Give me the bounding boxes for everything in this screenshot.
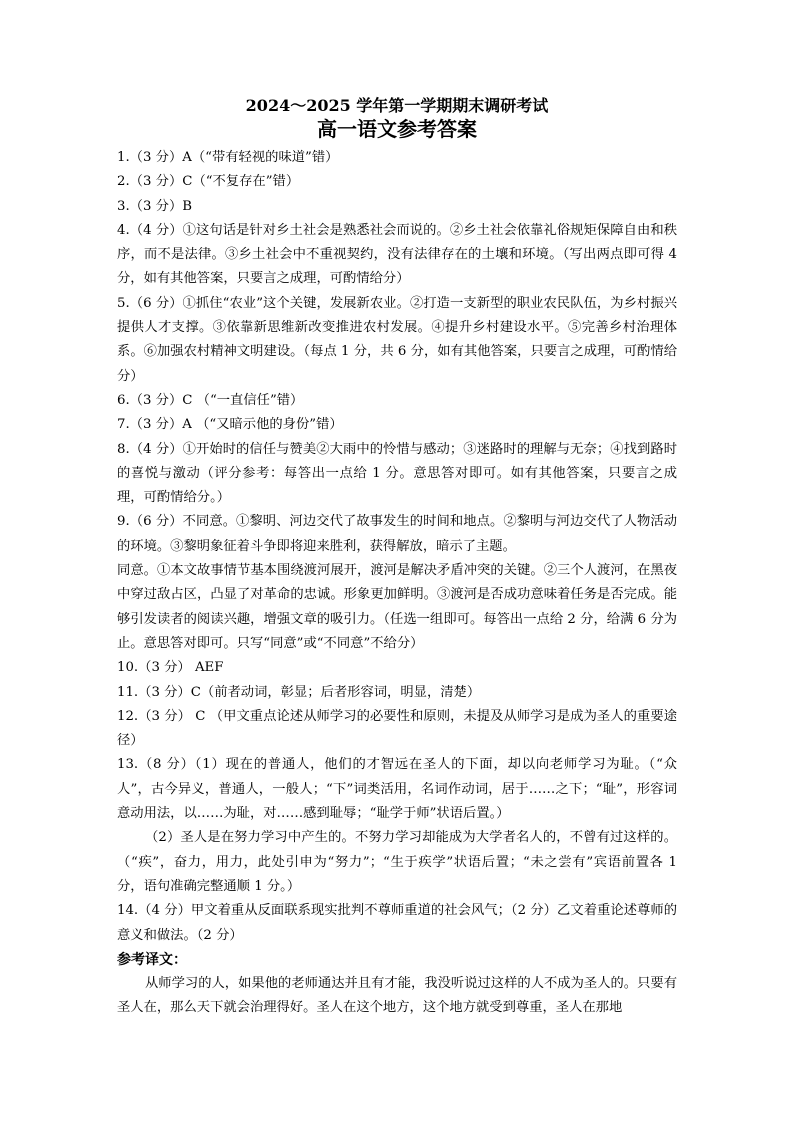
translation-text: 从师学习的人，如果他的老师通达并且有才能，我没听说过这样的人不成为圣人的。只要有圣人在，那么天下就会治理得好。圣人在这个地方，这个地方就受到尊重，圣人在那地: [117, 976, 677, 1016]
answer-5: 5.（6 分）①抓住“农业”这个关键，发展新农业。②打造一支新型的职业农民队伍，为乡村振兴提供人才支撑。③依靠新思维新改变推进农村发展。④提升乡村建设水平。⑤完善乡村治理体系。⑥加强农村精神文明建设。（每点 1 分，共 6 分，如有其他答案，只要言之成理，可酌情给分）: [117, 295, 677, 384]
answer-3: 3.（3 分）B: [117, 198, 193, 214]
answer-14: 14.（4 分）甲文着重从反面联系现实批判不尊师重道的社会风气；（2 分）乙文着重论述尊师的意义和做法。（2 分）: [117, 903, 677, 943]
exam-title: 2024～2025 学年第一学期期末调研考试: [245, 96, 549, 115]
answer-12: 12.（3 分） C （甲文重点论述从师学习的必要性和原则，未提及从师学习是成为圣人的重要途径）: [117, 708, 677, 749]
answer-8: 8.（4 分）①开始时的信任与赞美②大雨中的怜惜与感动；③迷路时的理解与无奈；④找到路时的喜悦与激动（评分参考：每答出一点给 1 分。意思答对即可。如有其他答案，只要言之成理，可酌情给分。）: [117, 441, 677, 506]
answer-7: 7.（3 分）A （“又暗示他的身份”错）: [117, 417, 343, 433]
answer-9-disagree: 9.（6 分）不同意。①黎明、河边交代了故事发生的时间和地点。②黎明与河边交代了人物活动的环境。③黎明象征着斗争即将迎来胜利，获得解放，暗示了主题。: [117, 514, 677, 554]
answer-10: 10.（3 分） AEF: [117, 660, 224, 676]
answer-2: 2.（3 分）C（“不复存在”错）: [117, 174, 300, 190]
answer-sheet: [117, 96, 677, 1021]
answer-6: 6.（3 分）C （“一直信任”错）: [117, 392, 304, 408]
page-title: 高一语文参考答案: [317, 117, 477, 141]
translation-heading: 参考译文：: [117, 951, 187, 968]
answer-9-agree: 同意。①本文故事情节基本围绕渡河展开，渡河是解决矛盾冲突的关键。②三个人渡河，在黑夜中穿过敌占区，凸显了对革命的忠诚。形象更加鲜明。③渡河是否成功意味着任务是否完成。能够引发读者的阅读兴趣，增强文章的吸引力。（任选一组即可。每答出一点给 2 分，给满 6 分为止。意思答对即可。只写“同意”或“不同意”不给分）: [117, 563, 677, 651]
answer-1: 1.（3 分）A（“带有轻视的味道”错）: [117, 150, 339, 165]
answer-13-part2: （2）圣人是在努力学习中产生的。不努力学习却能成为大学者名人的，不曾有过这样的。（“疾”，奋力，用力，此处引申为“努力”；“生于疾学”状语后置；“未之尝有”宾语前置各 1 分，语句准确完整通顺 1 分。）: [117, 830, 677, 894]
answer-11: 11.（3 分）C（前者动词，彰显；后者形容词，明显，清楚）: [117, 684, 481, 700]
answer-4: 4.（4 分）①这句话是针对乡土社会是熟悉社会而说的。②乡土社会依靠礼俗规矩保障自由和秩序，而不是法律。③乡土社会中不重视契约，没有法律存在的土壤和环境。（写出两点即可得 4 分，如有其他答案，只要言之成理，可酌情给分）: [117, 222, 677, 287]
answer-13-part1: 13.（8 分）（1）现在的普通人，他们的才智远在圣人的下面，却以向老师学习为耻。（“众人”，古今异义，普通人，一般人；“下”词类活用，名词作动词，居于……之下；“耻”，形容词意动用法，以……为耻，对……感到耻辱；“耻学于师”状语后置。）: [117, 757, 677, 822]
